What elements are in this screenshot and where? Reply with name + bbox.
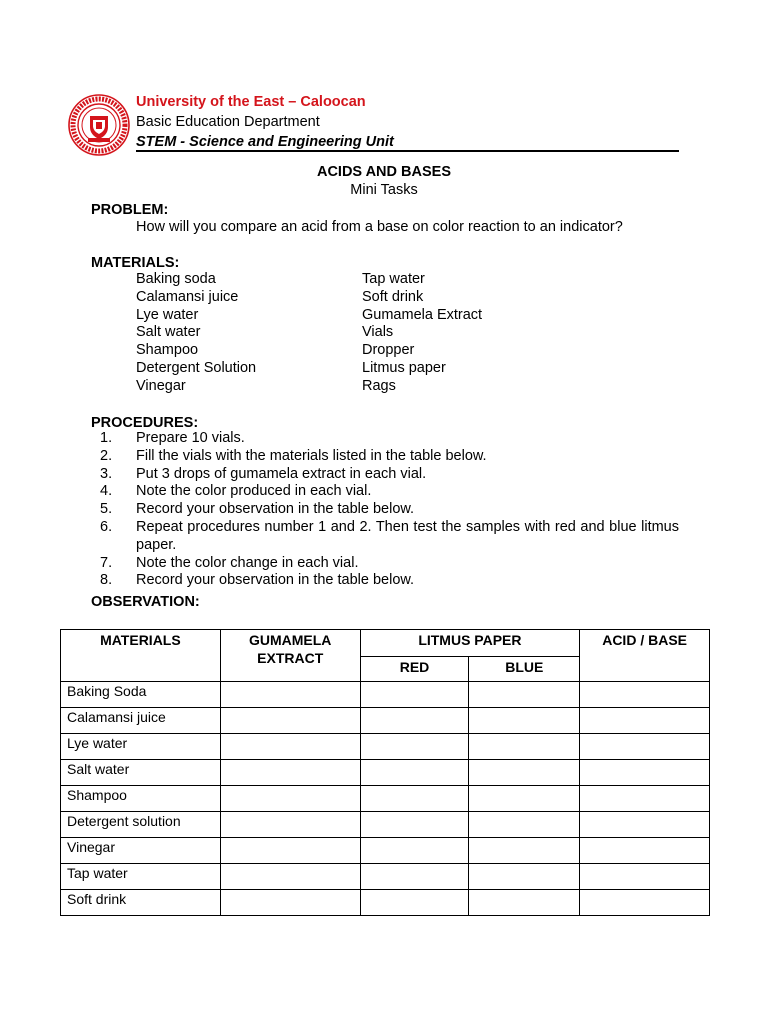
step-text: Record your observation in the table below. — [136, 501, 415, 518]
department-name: Basic Education Department — [136, 114, 320, 130]
acid-base-cell[interactable] — [580, 864, 710, 890]
material-item: Lye water — [136, 306, 199, 323]
material-item: Dropper — [362, 342, 415, 359]
red-litmus-cell[interactable] — [360, 734, 469, 760]
procedure-step — [91, 483, 679, 501]
material-item: Rags — [362, 377, 396, 394]
col-header-gumamela: GUMAMELA EXTRACT — [220, 630, 360, 682]
acid-base-cell[interactable] — [580, 890, 710, 916]
procedure-step — [91, 572, 679, 590]
table-row — [61, 760, 710, 786]
procedures-heading: PROCEDURES: — [91, 415, 199, 431]
table-row — [61, 734, 710, 760]
material-item: Salt water — [136, 324, 201, 341]
gumamela-cell[interactable] — [220, 708, 360, 734]
procedure-step — [91, 448, 679, 466]
table-row — [61, 838, 710, 864]
material-item: Gumamela Extract — [362, 306, 483, 323]
observation-table — [60, 629, 710, 916]
step-number: 2. — [100, 447, 113, 464]
material-cell: Shampoo — [61, 786, 221, 812]
acid-base-cell[interactable] — [580, 708, 710, 734]
procedure-step — [91, 466, 679, 484]
procedure-step — [91, 519, 679, 555]
red-litmus-cell[interactable] — [360, 786, 469, 812]
page-subtitle: Mini Tasks — [350, 182, 418, 198]
material-cell: Detergent solution — [61, 812, 221, 838]
blue-litmus-cell[interactable] — [469, 708, 580, 734]
header-divider — [136, 150, 679, 152]
material-cell: Salt water — [61, 760, 221, 786]
material-item: Vinegar — [136, 377, 186, 394]
blue-litmus-cell[interactable] — [469, 890, 580, 916]
material-item: Soft drink — [362, 288, 424, 305]
table-header-row — [61, 630, 710, 657]
material-cell: Soft drink — [61, 890, 221, 916]
blue-litmus-cell[interactable] — [469, 812, 580, 838]
table-row — [61, 864, 710, 890]
gumamela-cell[interactable] — [220, 760, 360, 786]
university-name: University of the East – Caloocan — [136, 94, 366, 110]
table-row — [61, 682, 710, 708]
material-item: Shampoo — [136, 342, 199, 359]
acid-base-cell[interactable] — [580, 786, 710, 812]
acid-base-cell[interactable] — [580, 682, 710, 708]
material-cell: Lye water — [61, 734, 221, 760]
material-item: Litmus paper — [362, 359, 446, 376]
material-item: Vials — [362, 324, 394, 341]
problem-text: How will you compare an acid from a base on color reaction to an indicator? — [136, 219, 623, 235]
table-row — [61, 708, 710, 734]
school-header — [136, 92, 394, 152]
gumamela-cell[interactable] — [220, 786, 360, 812]
material-cell: Vinegar — [61, 838, 221, 864]
materials-heading: MATERIALS: — [91, 255, 180, 271]
gumamela-cell[interactable] — [220, 812, 360, 838]
step-text: Put 3 drops of gumamela extract in each vial. — [136, 465, 427, 482]
col-header-acid-base: ACID / BASE — [580, 630, 710, 682]
red-litmus-cell[interactable] — [360, 760, 469, 786]
material-item: Tap water — [362, 271, 425, 287]
gumamela-cell[interactable] — [220, 682, 360, 708]
step-text: Fill the vials with the materials listed in the table below. — [136, 447, 487, 464]
gumamela-cell[interactable] — [220, 734, 360, 760]
step-number: 4. — [100, 483, 113, 500]
red-litmus-cell[interactable] — [360, 838, 469, 864]
gumamela-cell[interactable] — [220, 838, 360, 864]
red-litmus-cell[interactable] — [360, 682, 469, 708]
procedure-step — [91, 430, 679, 448]
step-text: Prepare 10 vials. — [136, 430, 245, 446]
step-number: 7. — [100, 554, 113, 571]
blue-litmus-cell[interactable] — [469, 734, 580, 760]
procedure-step — [91, 501, 679, 519]
material-item: Detergent Solution — [136, 359, 257, 376]
gumamela-cell[interactable] — [220, 890, 360, 916]
red-litmus-cell[interactable] — [360, 890, 469, 916]
col-header-litmus: LITMUS PAPER — [360, 630, 580, 657]
university-seal-icon — [68, 94, 130, 156]
step-number: 6. — [100, 518, 113, 535]
material-cell: Baking Soda — [61, 682, 221, 708]
problem-heading: PROBLEM: — [91, 202, 169, 218]
material-item: Baking soda — [136, 271, 216, 287]
blue-litmus-cell[interactable] — [469, 786, 580, 812]
table-row — [61, 786, 710, 812]
observation-heading: OBSERVATION: — [91, 594, 200, 610]
unit-name: STEM - Science and Engineering Unit — [136, 134, 394, 150]
red-litmus-cell[interactable] — [360, 864, 469, 890]
step-number: 5. — [100, 501, 113, 518]
gumamela-cell[interactable] — [220, 864, 360, 890]
col-header-materials: MATERIALS — [61, 630, 221, 682]
step-number: 1. — [100, 430, 113, 446]
acid-base-cell[interactable] — [580, 760, 710, 786]
acid-base-cell[interactable] — [580, 734, 710, 760]
blue-litmus-cell[interactable] — [469, 864, 580, 890]
blue-litmus-cell[interactable] — [469, 682, 580, 708]
step-text: Record your observation in the table below. — [136, 572, 415, 589]
red-litmus-cell[interactable] — [360, 812, 469, 838]
page-title: ACIDS AND BASES — [316, 164, 451, 180]
table-row — [61, 890, 710, 916]
procedures-list — [91, 430, 679, 590]
materials-list-left — [136, 271, 256, 396]
blue-litmus-cell[interactable] — [469, 760, 580, 786]
step-text: Repeat procedures number 1 and 2. Then test the samples with red and blue litmus paper. — [136, 518, 679, 553]
materials-list-right — [362, 271, 482, 396]
blue-litmus-cell[interactable] — [469, 838, 580, 864]
acid-base-cell[interactable] — [580, 838, 710, 864]
red-litmus-cell[interactable] — [360, 708, 469, 734]
col-header-blue: BLUE — [469, 657, 580, 682]
material-cell: Calamansi juice — [61, 708, 221, 734]
table-row — [61, 812, 710, 838]
col-header-red: RED — [360, 657, 469, 682]
step-number: 3. — [100, 465, 113, 482]
material-item: Calamansi juice — [136, 288, 239, 305]
step-number: 8. — [100, 572, 113, 589]
material-cell: Tap water — [61, 864, 221, 890]
acid-base-cell[interactable] — [580, 812, 710, 838]
step-text: Note the color produced in each vial. — [136, 483, 372, 500]
step-text: Note the color change in each vial. — [136, 554, 359, 571]
procedure-step — [91, 555, 679, 573]
